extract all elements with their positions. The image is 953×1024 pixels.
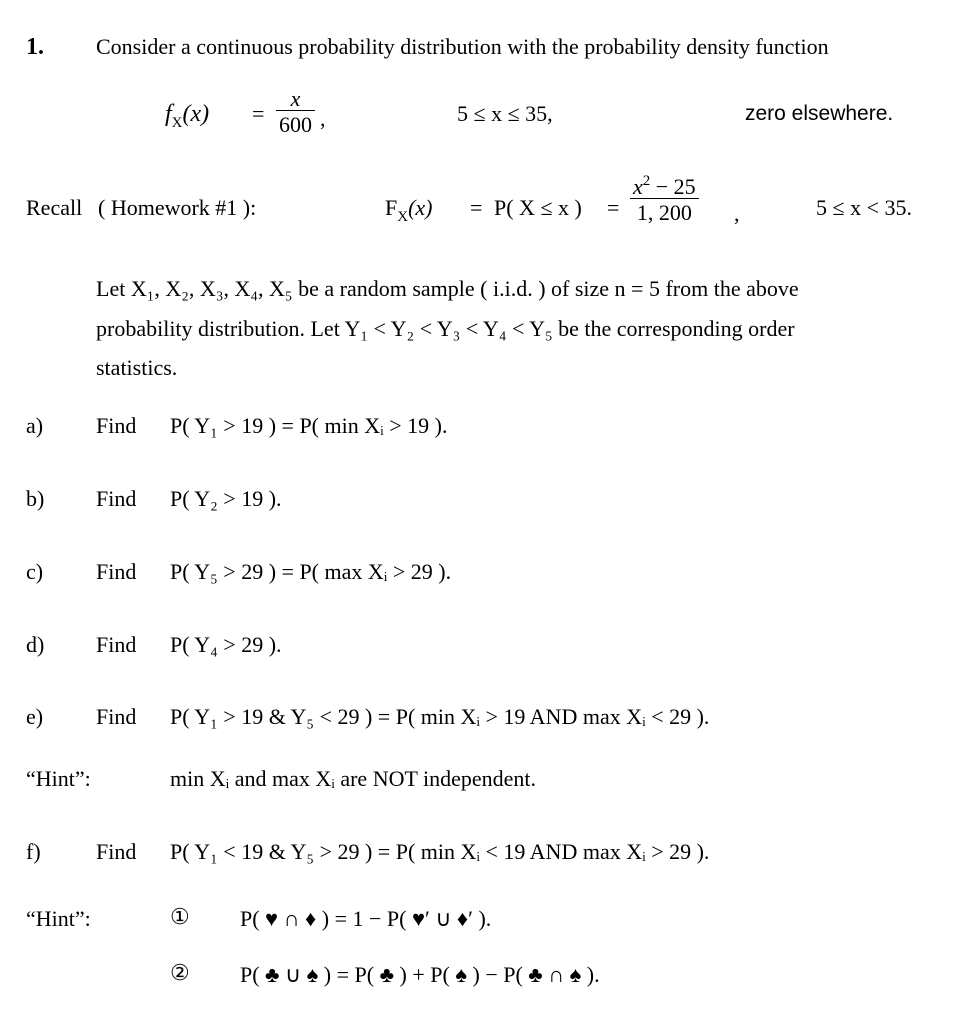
hint-f-item-2: P( ♣ ∪ ♠ ) = P( ♣ ) + P( ♠ ) − P( ♣ ∩ ♠ ). (240, 962, 600, 987)
cdf-domain: 5 ≤ x < 35. (816, 195, 912, 220)
pdf-elsewhere: zero elsewhere. (745, 102, 894, 125)
hint-e-label: “Hint”: (26, 766, 91, 791)
recall-label: Recall (26, 195, 83, 220)
hint-f-item-1: P( ♥ ∩ ♦ ) = 1 − P( ♥′ ∪ ♦′ ). (240, 906, 492, 931)
setup-line-1: Let X₁, X₂, X₃, X₄, X₅ be a random sample ( i.i.d. ) of size n = 5 from the above (96, 276, 799, 301)
part-d-expr: P( Y₄ > 29 ). (170, 632, 282, 657)
cdf-denominator: 1, 200 (630, 198, 699, 224)
part-b-expr: P( Y₂ > 19 ). (170, 486, 282, 511)
cdf-lhs: $F_X(x)$ (385, 195, 433, 225)
hint-f-marker-2: ② (170, 960, 190, 985)
pdf-numerator: x (290, 86, 301, 111)
part-b-label: b) (26, 486, 45, 511)
part-c-verb: Find (96, 559, 137, 584)
pdf-lhs: $f_X(x)$ (165, 101, 210, 131)
pdf-equals: = (252, 101, 265, 126)
problem-intro: Consider a continuous probability distribution with the probability density function (96, 34, 829, 59)
part-a-label: a) (26, 413, 44, 438)
part-f-verb: Find (96, 839, 137, 864)
recall-ref: ( Homework #1 ): (98, 195, 257, 220)
hint-e-text: min Xᵢ and max Xᵢ are NOT independent. (170, 766, 537, 791)
part-e-label: e) (26, 704, 44, 729)
hint-f-label: “Hint”: (26, 906, 91, 931)
part-d-label: d) (26, 632, 45, 657)
part-f-label: f) (26, 839, 41, 864)
part-f-expr: P( Y₁ < 19 & Y₅ > 29 ) = P( min Xᵢ < 19 AND max Xᵢ > 29 ). (170, 839, 710, 864)
pdf-denominator: 600 (276, 110, 315, 136)
part-b-verb: Find (96, 486, 137, 511)
part-a-expr: P( Y₁ > 19 ) = P( min Xᵢ > 19 ). (170, 413, 448, 438)
setup-line-3: statistics. (96, 355, 178, 380)
part-e-expr: P( Y₁ > 19 & Y₅ < 29 ) = P( min Xᵢ > 19 AND max Xᵢ < 29 ). (170, 704, 710, 729)
part-d-verb: Find (96, 632, 137, 657)
cdf-prob: P( X ≤ x ) (494, 195, 582, 220)
pdf-domain: 5 ≤ x ≤ 35, (457, 101, 553, 126)
setup-line-2: probability distribution. Let Y₁ < Y₂ < Y₃ < Y₄ < Y₅ be the corresponding order (96, 316, 795, 341)
cdf-comma: , (734, 201, 740, 226)
pdf-fraction (276, 88, 315, 136)
hint-f-marker-1: ① (170, 904, 190, 929)
pdf-comma: , (320, 106, 326, 131)
cdf-fraction: $\frac{x^2 - 25}{1, 200}$ (630, 176, 699, 224)
cdf-eq2: = (607, 195, 620, 220)
problem-number: 1. (26, 34, 44, 60)
part-e-verb: Find (96, 704, 137, 729)
part-c-expr: P( Y₅ > 29 ) = P( max Xᵢ > 29 ). (170, 559, 452, 584)
cdf-eq1: = (470, 195, 483, 220)
part-c-label: c) (26, 559, 44, 584)
part-a-verb: Find (96, 413, 137, 438)
